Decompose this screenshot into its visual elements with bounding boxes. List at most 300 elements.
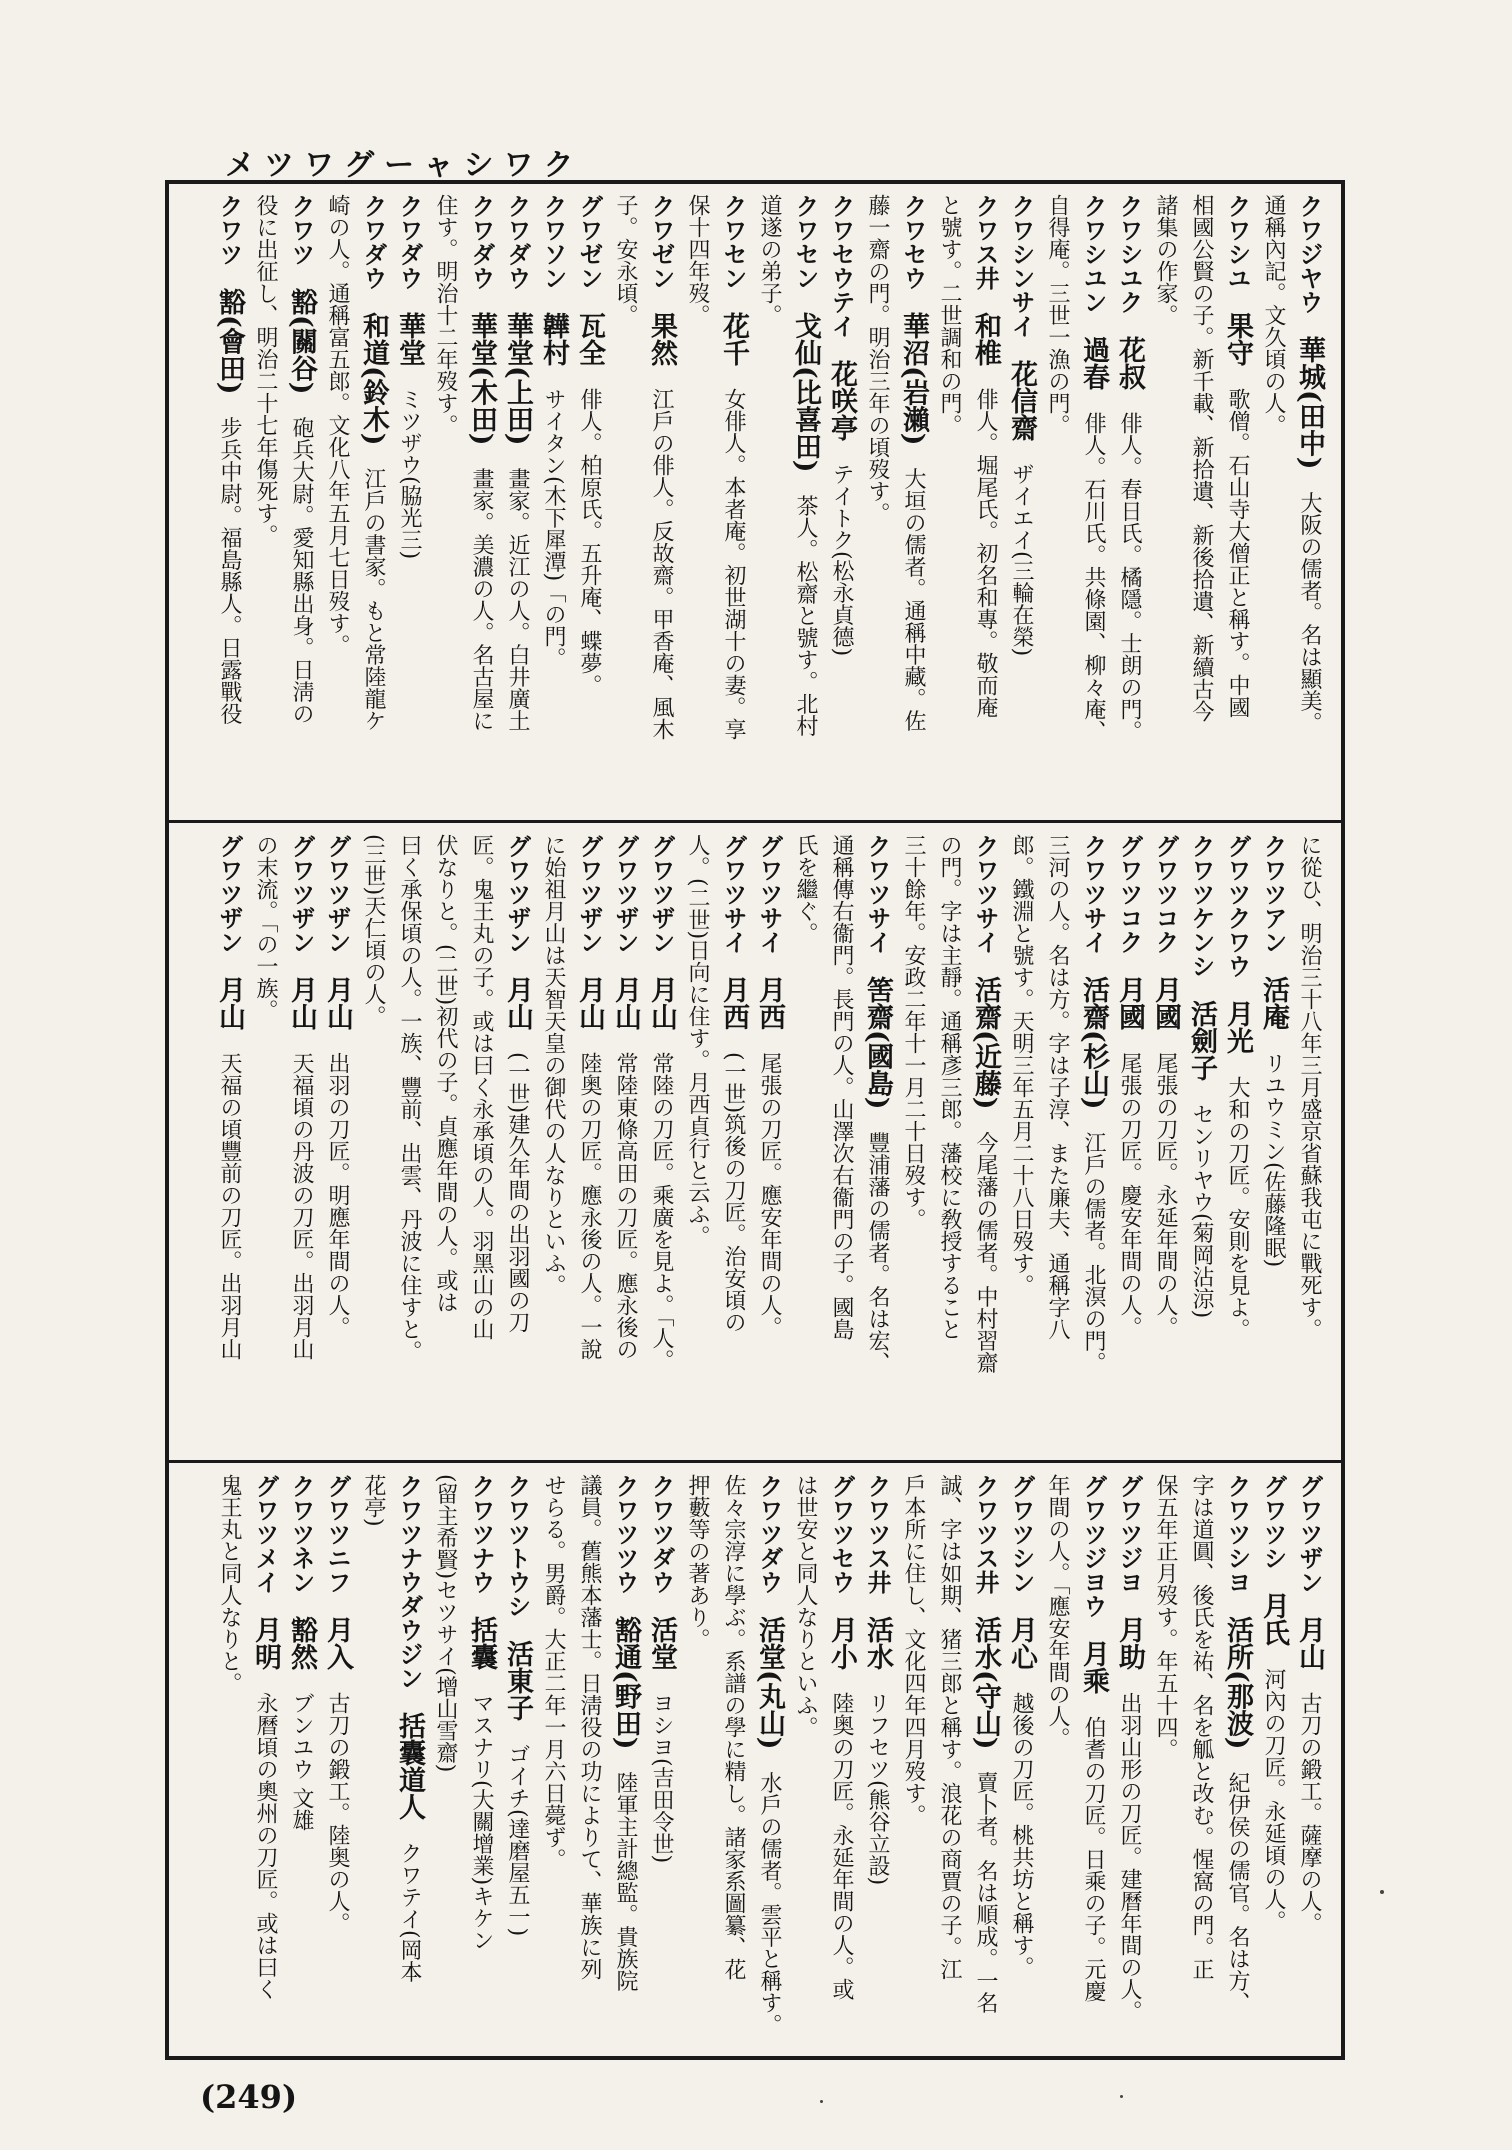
entry-reading: クワダウ (359, 194, 387, 290)
entry-reading: グワゼン (575, 194, 603, 290)
entry-reading: クワダウ (395, 194, 423, 290)
entry-headword: 豁通(野田) (610, 1616, 641, 1750)
entry-text: 誠、字は如期、猪三郎と稱す。浪花の商賈の子。江 (937, 1474, 962, 1980)
entry-reading: クワツダウ (647, 1474, 675, 1594)
text-column (283, 834, 319, 1454)
entry-headword: 豁然 (286, 1616, 317, 1670)
entry-headword: 活水(守山) (970, 1616, 1001, 1750)
text-column (355, 834, 391, 1454)
entry-headword: 月山 (646, 976, 677, 1030)
entry-text: 役に出征し、明治二十七年傷死す。 (253, 194, 278, 546)
entry-text: 尾張の刀匠。應安年間の人。 (757, 1052, 782, 1338)
entry-headword: 月山 (502, 976, 533, 1030)
entry-text: 常陸東條高田の刀匠。應永後の (613, 1052, 638, 1360)
text-band-upper (169, 194, 1341, 814)
entry-headword: 華堂(上田) (502, 312, 533, 446)
entry-reading: クワス井 (971, 194, 999, 290)
entry-text: (一世)建久年間の出羽國の刀 (505, 1052, 530, 1334)
entry-reading: グワツコク (1115, 834, 1143, 954)
entry-reading: グワツザン (287, 834, 315, 954)
entry-reading: クワシユ (1223, 194, 1251, 290)
entry-headword: 戈仙(比喜田) (790, 312, 821, 473)
entry-text: 曰く承保頃の人。一族、豐前、出雲、丹波に住すと。 (397, 834, 422, 1362)
entry-text: に從ひ、明治三十八年三月盛京省蘇我屯に戰死す。 (1297, 834, 1322, 1340)
text-column (319, 194, 355, 814)
band-divider (169, 820, 1341, 823)
entry-text: 議員。舊熊本藩士。日淸役の功によりて、華族に列 (577, 1474, 602, 1980)
entry-headword: 月小 (826, 1616, 857, 1670)
entry-text: 保五年正月歿す。年五十四。 (1153, 1474, 1178, 1760)
entry-text: 賣卜者。名は順成。一名 (973, 1771, 998, 2014)
text-column (1291, 1474, 1327, 2054)
entry-reading: クワセン (791, 194, 819, 290)
text-column (247, 834, 283, 1454)
entry-headword: 活水 (862, 1616, 893, 1670)
entry-reading: クワセウ (899, 194, 927, 290)
entry-headword: 豁(關谷) (286, 288, 317, 395)
entry-headword: 月明 (250, 1616, 281, 1670)
entry-reading: グワツシン (1007, 1474, 1035, 1594)
text-column (355, 194, 391, 814)
entry-text: 花亭) (361, 1474, 386, 1527)
text-column (535, 834, 571, 1454)
text-column (967, 834, 1003, 1454)
entry-headword: 活庵 (1258, 976, 1289, 1030)
running-head: メツワグーャシワク (225, 148, 584, 183)
entry-reading: クワゼン (647, 194, 675, 290)
text-column (1075, 834, 1111, 1454)
entry-text: 古刀の鍛工。陸奥の人。 (325, 1692, 350, 1934)
entry-reading: クワセウテイ (827, 194, 855, 338)
band-divider (169, 1460, 1341, 1463)
entry-reading: クワシンサイ (1007, 194, 1035, 338)
entry-headword: 括囊 (466, 1616, 497, 1670)
text-column (931, 1474, 967, 2054)
text-column (787, 194, 823, 814)
print-speck (1380, 1890, 1384, 1894)
entry-text: 常陸の刀匠。乘廣を見よ。「人。 (649, 1052, 674, 1371)
text-column (427, 194, 463, 814)
entry-text: ヨシヨ(吉田令世) (649, 1692, 674, 1864)
entry-headword: 月國 (1114, 976, 1145, 1030)
entry-text: 古刀の鍛工。薩摩の人。 (1297, 1692, 1322, 1934)
text-column (607, 834, 643, 1454)
entry-reading: クワシユン (1079, 194, 1107, 314)
entry-text: 伏なりと。(二世)初代の子。貞應年間の人。或は (433, 834, 458, 1314)
entry-text: 俳人。柏原氏。五升庵、蝶夢。 (577, 388, 602, 696)
entry-reading: クワツサイ (1079, 834, 1107, 954)
text-column (1183, 1474, 1219, 2054)
text-column (967, 1474, 1003, 2054)
entry-text: 江戶の儒者。北溟の門。 (1081, 1131, 1106, 1374)
text-column (1291, 194, 1327, 814)
text-column (571, 834, 607, 1454)
text-column (283, 1474, 319, 2054)
text-column (499, 834, 535, 1454)
text-column (1255, 1474, 1291, 2054)
entry-headword: 華城(田中) (1294, 336, 1325, 470)
entry-text: 三河の人。名は方。字は子淳、また廉夫、通稱字八 (1045, 834, 1070, 1340)
text-column (1111, 194, 1147, 814)
text-column (499, 1474, 535, 2054)
entry-text: 茶人。松齋と號す。北村 (793, 494, 818, 737)
entry-text: 越後の刀匠。桃共坊と稱す。 (1009, 1692, 1034, 1978)
entry-text: に始祖月山は天智天皇の御代の人なりといふ。 (541, 834, 566, 1296)
text-column (1183, 194, 1219, 814)
text-column (931, 194, 967, 814)
entry-text: 字は道圓、後氏を祐、名を觚と改む。惺窩の門。正 (1189, 1474, 1214, 1980)
entry-reading: クワツス井 (863, 1474, 891, 1594)
entry-headword: 果守 (1222, 312, 1253, 366)
entry-reading: グワツセウ (827, 1474, 855, 1594)
entry-headword: 花咲亭 (826, 360, 857, 441)
entry-reading: グワツザン (215, 834, 243, 954)
text-column (427, 834, 463, 1454)
entry-headword: 月山 (610, 976, 641, 1030)
text-column (1291, 834, 1327, 1454)
entry-headword: 月光 (1222, 1000, 1253, 1054)
entry-reading: クワツス井 (971, 1474, 999, 1594)
entry-text: 尾張の刀匠。永延年間の人。 (1153, 1052, 1178, 1338)
entry-text: マスナリ(大關增業)キケン (469, 1692, 494, 1952)
entry-reading: クワツダウ (755, 1474, 783, 1594)
entry-text: 崎の人。通稱富五郎。文化八年五月七日歿す。 (325, 194, 350, 656)
text-column (427, 1474, 463, 2054)
entry-text: 畫家。近江の人。白井廣土 (505, 467, 530, 732)
entry-reading: グワツクワウ (1223, 834, 1251, 978)
entry-reading: クワツアン (1259, 834, 1287, 954)
entry-text: 佐々宗淳に學ぶ。系譜の學に精し。諸家系圖纂、花 (721, 1474, 746, 1980)
entry-reading: クワツナウダウジン (395, 1474, 423, 1690)
entry-headword: 月山 (1294, 1616, 1325, 1670)
entry-reading: グワツザン (575, 834, 603, 954)
text-column (1219, 194, 1255, 814)
entry-text: 尾張の刀匠。慶安年間の人。 (1117, 1052, 1142, 1338)
entry-headword: 月山 (214, 976, 245, 1030)
text-band-lower (169, 1474, 1341, 2054)
entry-headword: 月國 (1150, 976, 1181, 1030)
text-column (571, 1474, 607, 2054)
entry-headword: 花信齋 (1006, 360, 1037, 441)
entry-headword: 活齋(杉山) (1078, 976, 1109, 1110)
entry-text: 子。安永頃。 (613, 194, 638, 326)
entry-text: と號す。二世調和の門。 (937, 194, 962, 436)
text-band-middle (169, 834, 1341, 1454)
entry-text: 匠。鬼王丸の子。或は曰く永承頃の人。羽黑山の山 (469, 834, 494, 1340)
entry-text: 紀伊侯の儒官。名は方、 (1225, 1771, 1250, 2014)
text-column (211, 834, 247, 1454)
entry-text: 大和の刀匠。安則を見よ。 (1225, 1076, 1250, 1340)
text-column (751, 1474, 787, 2054)
entry-text: 住す。明治十二年歿す。 (433, 194, 458, 436)
entry-reading: クワツ (287, 194, 315, 266)
entry-reading: グワツザン (611, 834, 639, 954)
entry-text: 江戶の俳人。反故齋。甲香庵、風木 (649, 388, 674, 740)
text-column (859, 834, 895, 1454)
entry-text: せらる。男爵。大正二年一月六日薨ず。 (541, 1474, 566, 1870)
entry-text: 通稱內記。文久頃の人。 (1261, 194, 1286, 436)
text-column (1111, 1474, 1147, 2054)
text-column (895, 1474, 931, 2054)
entry-text: 大阪の儒者。名は顯美。 (1297, 491, 1322, 734)
entry-text: 押藪等の著あり。 (685, 1474, 710, 1650)
text-column (751, 194, 787, 814)
entry-text: (一世)筑後の刀匠。治安頃の (721, 1052, 746, 1334)
entry-headword: 瓦全 (574, 312, 605, 366)
entry-reading: グワツザン (647, 834, 675, 954)
text-column (1075, 194, 1111, 814)
entry-text: 今尾藩の儒者。中村習齋 (973, 1131, 998, 1374)
entry-text: センリヤウ(菊岡沾涼) (1189, 1103, 1214, 1319)
text-column (823, 834, 859, 1454)
entry-reading: グワツシ (1259, 1474, 1287, 1570)
entry-reading: グワツコク (1151, 834, 1179, 954)
text-column (1147, 1474, 1183, 2054)
text-column (751, 834, 787, 1454)
entry-text: 陸奥の刀匠。永延年間の人。或 (829, 1692, 854, 2000)
text-column (931, 834, 967, 1454)
entry-headword: 過春 (1078, 336, 1109, 390)
entry-text: 江戶の書家。もと常陸龍ケ (361, 467, 386, 732)
text-column (823, 1474, 859, 2054)
text-column (823, 194, 859, 814)
entry-text: 水戶の儒者。雲平と稱す。 (757, 1771, 782, 2036)
text-column (1003, 1474, 1039, 2054)
entry-reading: クワツシヨ (1223, 1474, 1251, 1594)
entry-headword: 活劍子 (1186, 1000, 1217, 1081)
entry-text: テイトク(松永貞德) (829, 463, 854, 657)
text-column (859, 194, 895, 814)
entry-headword: 活齋(近藤) (970, 976, 1001, 1110)
entry-headword: 果然 (646, 312, 677, 366)
entry-reading: グワツザン (503, 834, 531, 954)
entry-text: 出羽山形の刀匠。建曆年間の人。 (1117, 1692, 1142, 2022)
entry-reading: クワツケンシ (1187, 834, 1215, 978)
print-speck (820, 2100, 823, 2103)
entry-reading: クワツトウシ (503, 1474, 531, 1618)
entry-text: 相國公賢の子。新千載、新拾遺、新後拾遺、新續古今 (1189, 194, 1214, 722)
entry-text: 永曆頃の奧州の刀匠。或は曰く (253, 1692, 278, 2000)
entry-reading: グワツニフ (323, 1474, 351, 1594)
entry-text: 畫家。美濃の人。名古屋に (469, 467, 494, 732)
text-column (535, 194, 571, 814)
text-column (1183, 834, 1219, 1454)
entry-text: 三十餘年。安政二年十一月二十日歿す。 (901, 834, 926, 1230)
entry-text: 道遂の弟子。 (757, 194, 782, 326)
entry-headword: 活東子 (502, 1640, 533, 1721)
text-column (319, 834, 355, 1454)
text-column (1039, 1474, 1075, 2054)
entry-text: 豐浦藩の儒者。名は宏、 (865, 1131, 890, 1374)
text-column (1111, 834, 1147, 1454)
text-column (391, 194, 427, 814)
text-column (355, 1474, 391, 2054)
text-column (607, 194, 643, 814)
entry-reading: クワジヤウ (1295, 194, 1323, 314)
entry-text: 砲兵大尉。愛知縣出身。日淸の (289, 416, 314, 725)
entry-headword: 月心 (1006, 1616, 1037, 1670)
entry-headword: 華沼(岩瀨) (898, 312, 929, 446)
text-column (643, 194, 679, 814)
entry-reading: クワツ (215, 194, 243, 266)
entry-reading: クワダウ (503, 194, 531, 290)
text-column (787, 834, 823, 1454)
entry-text: ブンユウ 文雄 (289, 1692, 314, 1831)
entry-text: の末流。「の一族。 (253, 834, 278, 1021)
entry-headword: 活堂 (646, 1616, 677, 1670)
text-column (1219, 1474, 1255, 2054)
text-column (211, 194, 247, 814)
text-column (571, 194, 607, 814)
entry-text: (留主希賢)セツサイ(增山雪齋) (433, 1474, 458, 1773)
entry-reading: クワセン (719, 194, 747, 290)
entry-text: 出羽の刀匠。明應年間の人。 (325, 1052, 350, 1338)
entry-headword: 月氏 (1258, 1592, 1289, 1646)
entry-headword: 華堂 (394, 312, 425, 366)
entry-text: 氏を繼ぐ。 (793, 834, 818, 944)
entry-text: 歌僧。石山寺大僧正と稱す。中國 (1225, 388, 1250, 718)
entry-reading: グワツメイ (251, 1474, 279, 1594)
entry-text: の門。字は主靜。通稱彥三郎。藩校に敎授すること (937, 834, 962, 1340)
text-column (463, 194, 499, 814)
text-column (247, 194, 283, 814)
entry-headword: 筈齋(國島) (862, 976, 893, 1110)
text-column (679, 194, 715, 814)
entry-headword: 花叔 (1114, 336, 1145, 390)
entry-text: 大垣の儒者。通稱中藏。佐 (901, 467, 926, 732)
text-column (679, 834, 715, 1454)
text-column (1039, 194, 1075, 814)
entry-headword: 月入 (322, 1616, 353, 1670)
entry-text: 河內の刀匠。永延頃の人。 (1261, 1668, 1286, 1932)
entry-text: ゴイチ(達磨屋五一) (505, 1743, 530, 1937)
dictionary-page-frame (165, 180, 1345, 2060)
text-column (463, 834, 499, 1454)
page-number: (249) (200, 2078, 298, 2116)
text-column (643, 1474, 679, 2054)
text-column (1003, 194, 1039, 814)
entry-headword: 活所(那波) (1222, 1616, 1253, 1750)
entry-text: ザイエイ(三輪在榮) (1009, 463, 1034, 657)
text-column (247, 1474, 283, 2054)
entry-headword: 月西 (718, 976, 749, 1030)
text-column (1255, 834, 1291, 1454)
text-column (391, 834, 427, 1454)
text-column (1219, 834, 1255, 1454)
entry-text: 郎。鐵淵と號す。天明三年五月二十八日歿す。 (1009, 834, 1034, 1296)
entry-headword: 月山 (322, 976, 353, 1030)
entry-text: 伯耆の刀匠。日乘の子。元慶 (1081, 1716, 1106, 2002)
entry-text: 俳人。春日氏。橘隱。士朗の門。 (1117, 412, 1142, 742)
entry-text: 通稱傳右衞門。長門の人。山澤次右衞門の子。國島 (829, 834, 854, 1340)
entry-reading: クワツナウ (467, 1474, 495, 1594)
entry-reading: グワツジヨウ (1079, 1474, 1107, 1618)
entry-headword: 華堂(木田) (466, 312, 497, 446)
entry-reading: グワツザン (1295, 1474, 1323, 1594)
entry-headword: 韡村 (538, 312, 569, 366)
entry-text: 俳人。堀尾氏。初名和專。敬而庵 (973, 388, 998, 718)
text-column (1147, 194, 1183, 814)
text-column (391, 1474, 427, 2054)
entry-headword: 月乘 (1078, 1640, 1109, 1694)
entry-headword: 花千 (718, 312, 749, 366)
text-column (319, 1474, 355, 2054)
entry-text: 人。(二世)日向に住す。月西貞行と云ふ。 (685, 834, 710, 1248)
entry-headword: 月助 (1114, 1616, 1145, 1670)
entry-reading: クワシユク (1115, 194, 1143, 314)
text-column (1039, 834, 1075, 1454)
entry-text: 藤一齋の門。明治三年の頃歿す。 (865, 194, 890, 524)
text-column (499, 194, 535, 814)
entry-text: 自得庵。三世一漁の門。 (1045, 194, 1070, 436)
print-speck (1120, 2095, 1123, 2098)
entry-headword: 和椎 (970, 312, 1001, 366)
entry-text: 天福の頃豐前の刀匠。出羽月山 (217, 1052, 242, 1360)
entry-text: 年間の人。「應安年間の人。 (1045, 1474, 1070, 1749)
text-column (895, 194, 931, 814)
text-column (1255, 194, 1291, 814)
entry-text: クワテイ(岡本 (397, 1842, 422, 1983)
entry-text: 鬼王丸と同人なりと。 (217, 1474, 242, 1694)
entry-text: 天福頃の丹波の刀匠。出羽月山 (289, 1052, 314, 1360)
entry-text: リフセツ(熊谷立設) (865, 1692, 890, 1886)
text-column (463, 1474, 499, 2054)
text-column (1003, 834, 1039, 1454)
entry-headword: 月山 (574, 976, 605, 1030)
entry-headword: 和道(鈴木) (358, 312, 389, 446)
text-column (1075, 1474, 1111, 2054)
text-column (967, 194, 1003, 814)
entry-text: リユウミン(佐藤隆眠) (1261, 1052, 1286, 1268)
entry-reading: クワツツウ (611, 1474, 639, 1594)
entry-text: 保十四年歿。 (685, 194, 710, 326)
entry-headword: 豁(會田) (214, 288, 245, 395)
entry-reading: クワダウ (467, 194, 495, 290)
entry-text: 女俳人。本者庵。初世湖十の妻。享 (721, 388, 746, 740)
text-column (859, 1474, 895, 2054)
text-column (895, 834, 931, 1454)
text-column (283, 194, 319, 814)
text-column (607, 1474, 643, 2054)
entry-text: (三世)天仁頃の人。 (361, 834, 386, 1028)
entry-reading: クワツサイ (971, 834, 999, 954)
entry-text: 諸集の作家。 (1153, 194, 1178, 326)
entry-text: 戶本所に住し、文化四年四月歿す。 (901, 1474, 926, 1826)
text-column (715, 834, 751, 1454)
text-column (787, 1474, 823, 2054)
entry-headword: 活堂(丸山) (754, 1616, 785, 1750)
text-column (679, 1474, 715, 2054)
entry-headword: 月山 (286, 976, 317, 1030)
entry-reading: クワツネン (287, 1474, 315, 1594)
entry-reading: グワツザン (323, 834, 351, 954)
entry-headword: 括囊道人 (394, 1712, 425, 1820)
entry-text: は世安と同人なりといふ。 (793, 1474, 818, 1738)
entry-reading: クワツサイ (863, 834, 891, 954)
entry-reading: クワソン (539, 194, 567, 290)
entry-reading: グワツサイ (719, 834, 747, 954)
entry-text: 陸奥の刀匠。應永後の人。一說 (577, 1052, 602, 1360)
text-column (535, 1474, 571, 2054)
entry-text: ミツザウ(脇光三) (397, 388, 422, 560)
entry-text: サイタン(木下犀潭)「の門。 (541, 388, 566, 670)
text-column (715, 1474, 751, 2054)
entry-reading: グワツジヨ (1115, 1474, 1143, 1594)
text-column (643, 834, 679, 1454)
text-column (1147, 834, 1183, 1454)
entry-reading: グワツサイ (755, 834, 783, 954)
entry-text: 步兵中尉。福島縣人。日露戰役 (217, 416, 242, 725)
